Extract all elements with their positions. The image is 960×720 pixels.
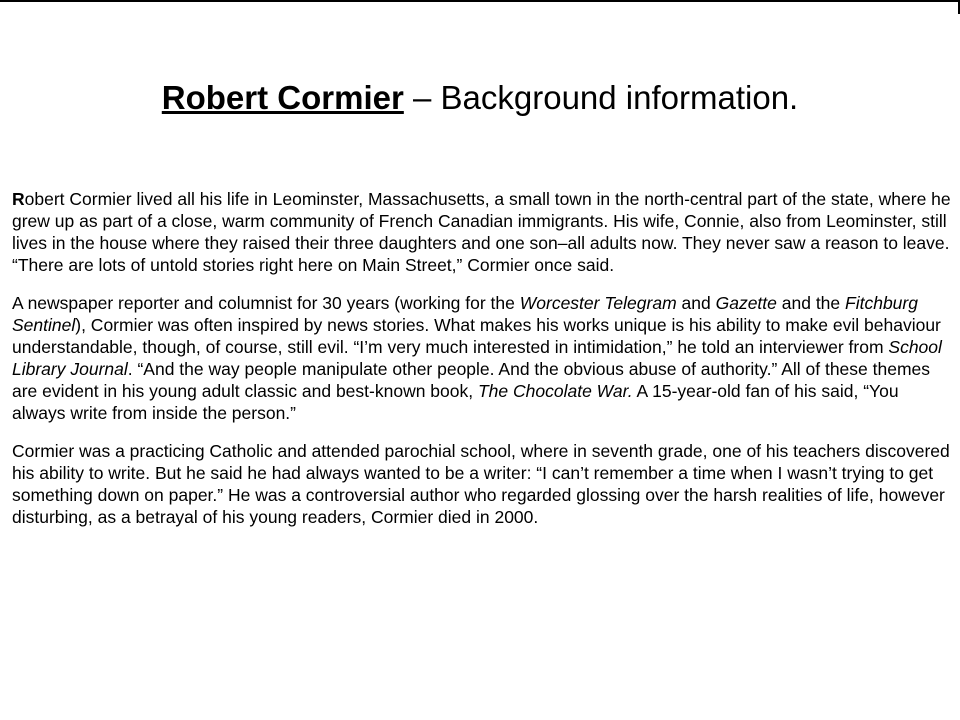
body-text [12,188,952,544]
paragraph-text: A 15-year-old fan of his said, “You always write from inside the person.” [12,381,899,423]
slide-title [0,76,960,120]
italic-title-text: Fitchburg Sentinel [12,293,918,335]
paragraph [12,188,952,276]
paragraph-text: Cormier was a practicing Catholic and attended parochial school, where in seventh grade, one of his teachers discovered his ability to write. But he said he had always wanted to be a writer: “I can’t remember a time when I wasn’t trying to get something down on paper.” He was a controversial author who regarded glossing over the harsh realities of life, however disturbing, as a betrayal of his young readers, Cormier died in 2000. [12,441,950,527]
title-name: Robert Cormier [161,79,404,116]
paragraph [12,440,952,528]
italic-title-text: Gazette [715,293,777,313]
italic-title-text: The Chocolate War. [477,381,633,401]
paragraph [12,292,952,424]
paragraph-text: and the [776,293,846,313]
italic-title-text: School Library Journal [12,337,942,379]
paragraph-text: . “And the way people manipulate other people. And the obvious abuse of authority.” All of these themes are evident in his young adult classic and best-known book, [12,359,931,401]
paragraph-initial: R [12,189,25,209]
paragraph-text: A newspaper reporter and columnist for 30 years (working for the [12,293,520,313]
paragraph-text: obert Cormier lived all his life in Leominster, Massachusetts, a small town in the north-central part of the state, where he grew up as part of a close, warm community of French Canadian immigrants. His wife, Connie, also from Leominster, still lives in the house where they raised their three daughters and one son–all adults now. They never saw a reason to leave. “There are lots of untold stories right here on Main Street,” Cormier once said. [12,189,951,275]
paragraph-text: and [676,293,716,313]
paragraph-text: ), Cormier was often inspired by news stories. What makes his works unique is his ability to make evil behaviour understandable, though, of course, still evil. “I’m very much interested in intimidation,” he told an interviewer from [12,315,941,357]
top-border [0,0,960,2]
italic-title-text: Worcester Telegram [519,293,677,313]
title-rest: – Background information. [403,79,799,116]
